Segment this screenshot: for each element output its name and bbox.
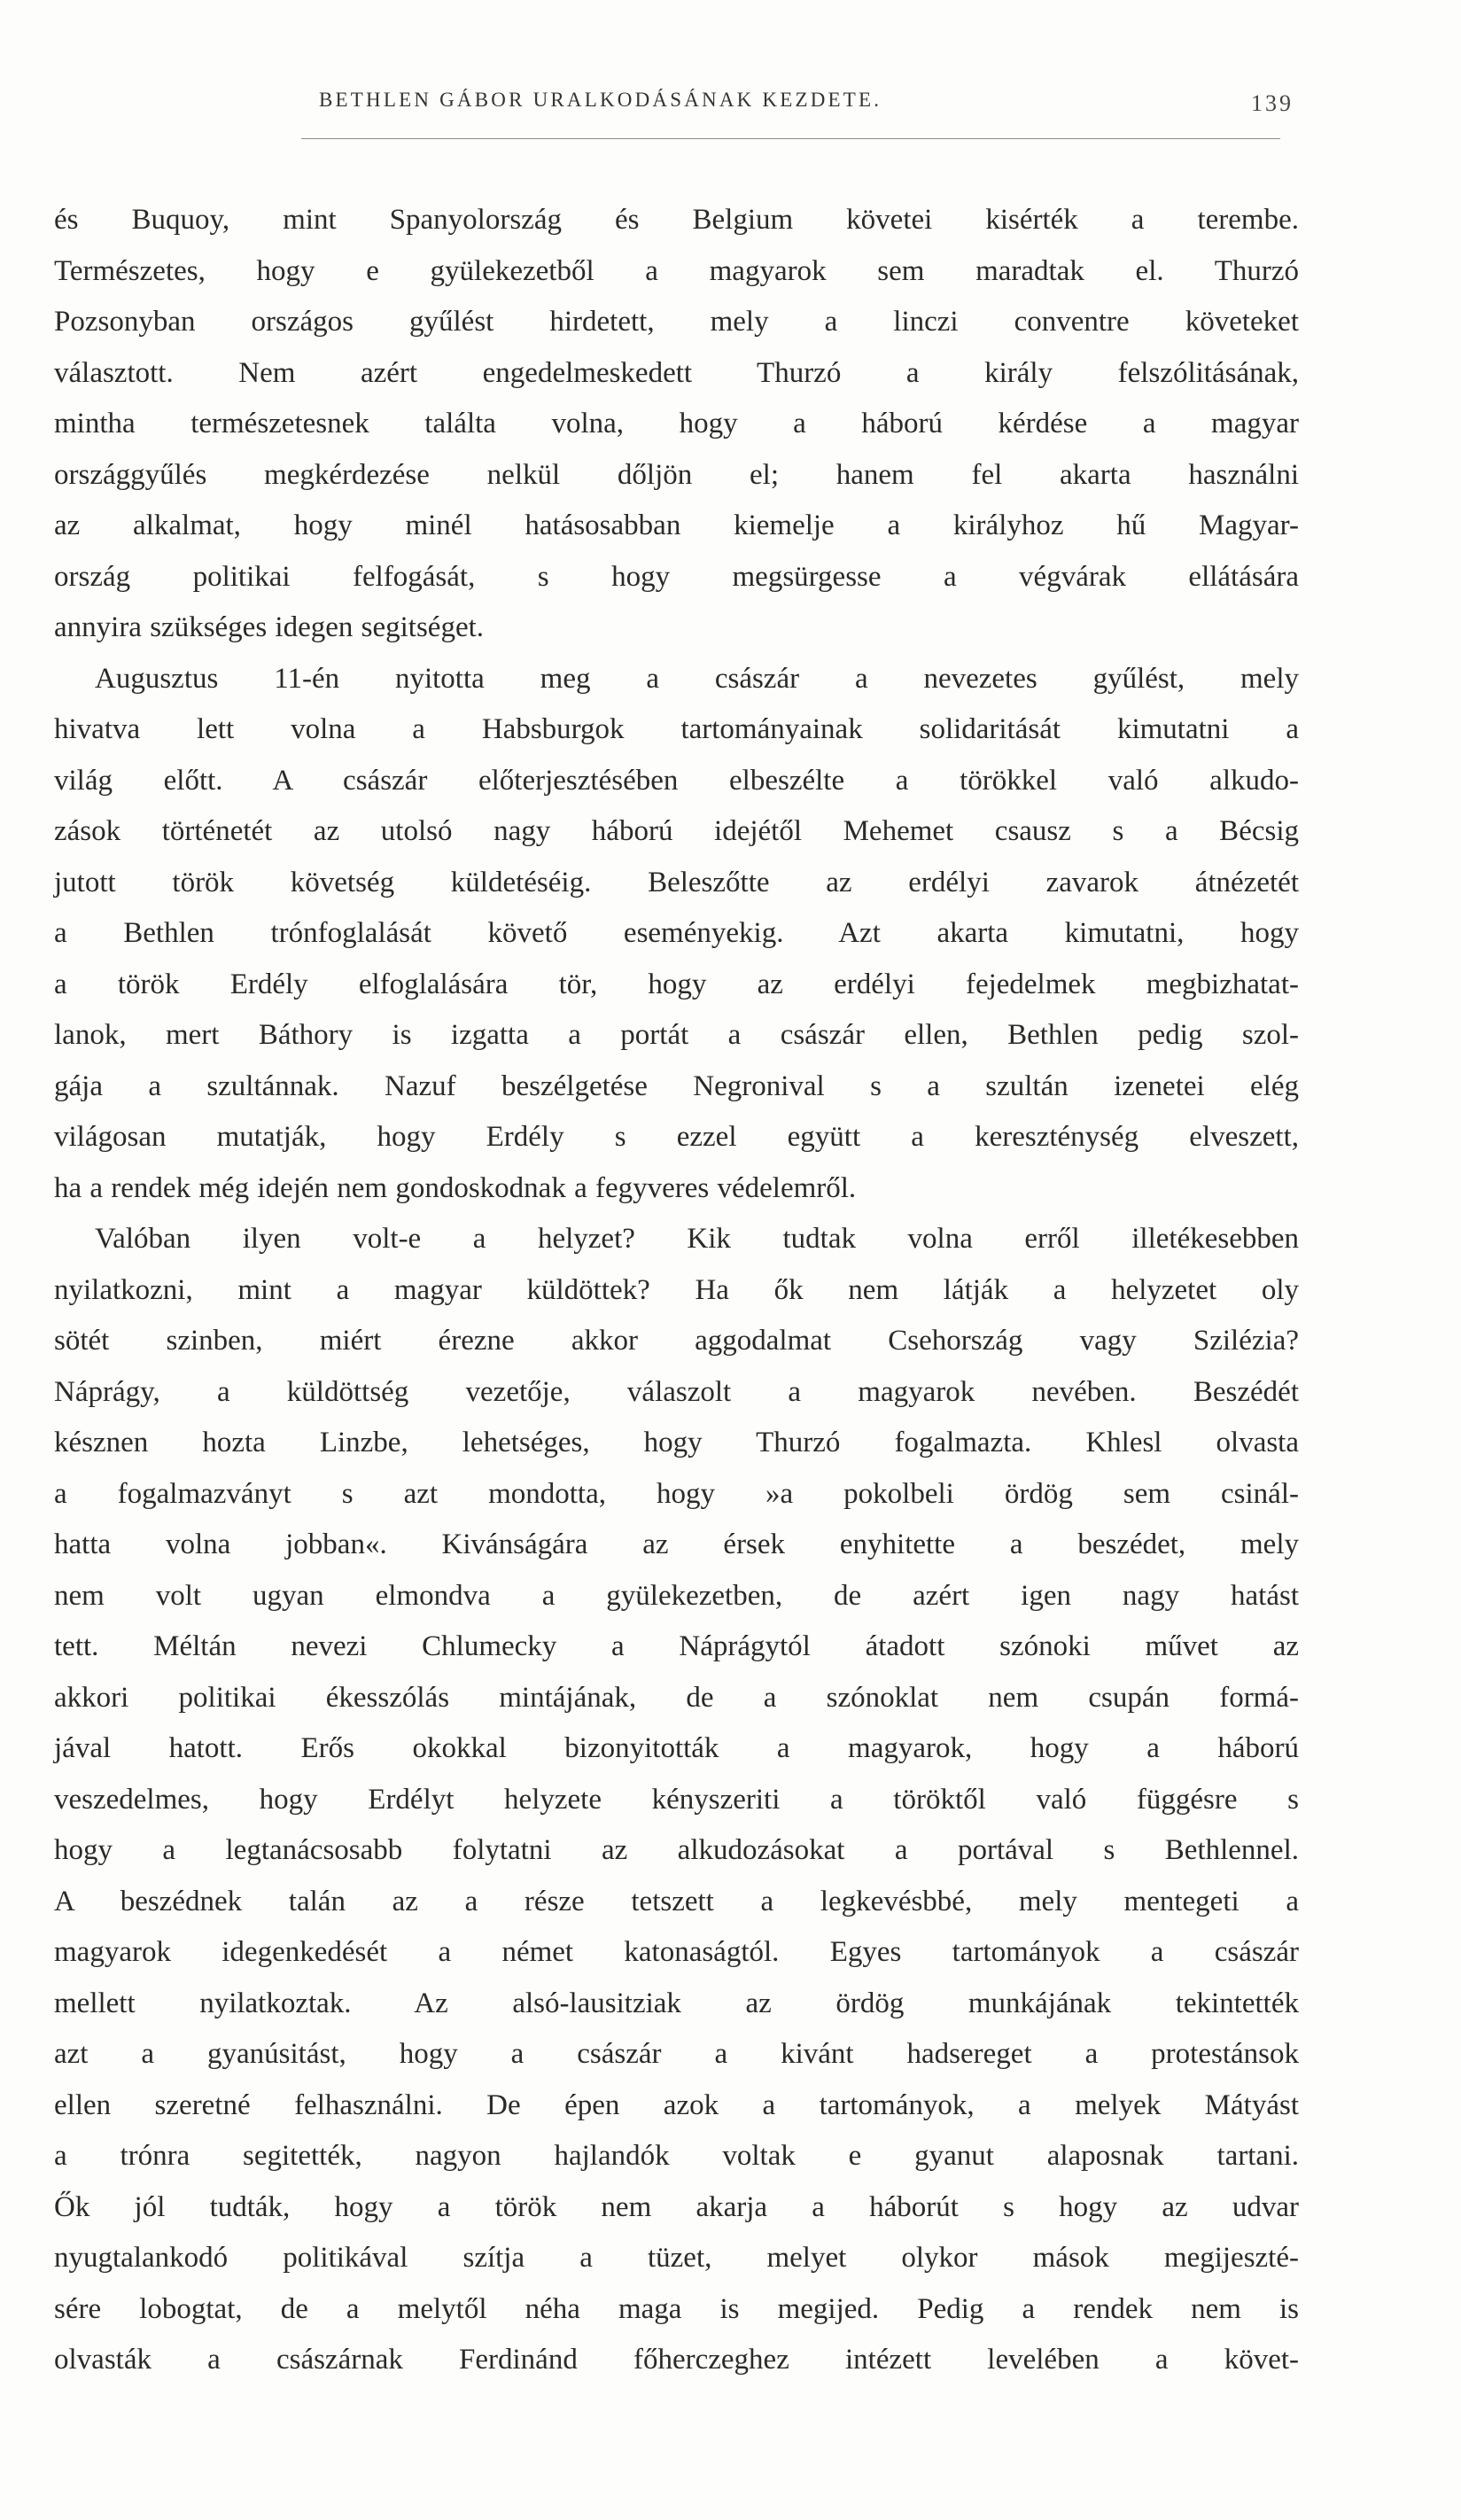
text-line: ország politikai felfogását, s hogy megsürgesse a végvárak ellátására bbox=[54, 560, 1299, 593]
text-line: A beszédnek talán az a része tetszett a legkevésbbé, mely mentegeti a bbox=[54, 1885, 1299, 1917]
text-line: magyarok idegenkedését a német katonaságtól. Egyes tartományok a császár bbox=[54, 1936, 1299, 1968]
text-line: Náprágy, a küldöttség vezetője, válaszolt a magyarok nevében. Beszédét bbox=[54, 1375, 1299, 1408]
text-line: ha a rendek még idején nem gondoskodnak a fegyveres védelemről. bbox=[54, 1171, 857, 1204]
text-line: késznen hozta Linzbe, lehetséges, hogy Thurzó fogalmazta. Khlesl olvasta bbox=[54, 1427, 1299, 1458]
text-line: azt a gyanúsitást, hogy a császár a kivánt hadsereget a protestánsok bbox=[54, 2038, 1299, 2070]
body-text bbox=[54, 195, 1299, 2386]
text-line: választott. Nem azért engedelmeskedett Thurzó a király felszólitásának, bbox=[54, 356, 1299, 389]
text-line: olvasták a császárnak Ferdinánd főherczeghez intézett levelében a követ- bbox=[54, 2344, 1299, 2376]
text-line: és Buquoy, mint Spanyolország és Belgium követei kisérték a terembe. bbox=[54, 204, 1299, 236]
text-line: nem volt ugyan elmondva a gyülekezetben, de azért igen nagy hatást bbox=[54, 1579, 1299, 1612]
text-line: akkori politikai ékesszólás mintájának, de a szónoklat nem csupán formá- bbox=[54, 1681, 1299, 1714]
text-line: ellen szeretné felhasználni. De épen azok a tartományok, a melyek Mátyást bbox=[54, 2088, 1299, 2121]
text-line: Ők jól tudták, hogy a török nem akarja a háborút s hogy az udvar bbox=[54, 2190, 1299, 2223]
text-line: veszedelmes, hogy Erdélyt helyzete kényszeriti a töröktől való függésre s bbox=[54, 1783, 1299, 1816]
text-line: Természetes, hogy e gyülekezetből a magyarok sem maradtak el. Thurzó bbox=[54, 254, 1299, 287]
text-line: nyilatkozni, mint a magyar küldöttek? Ha ők nem látják a helyzetet oly bbox=[54, 1273, 1299, 1306]
text-line: a fogalmazványt s azt mondotta, hogy »a pokolbeli ördög sem csinál- bbox=[54, 1477, 1299, 1510]
text-line: hogy a legtanácsosabb folytatni az alkudozásokat a portával s Bethlennel. bbox=[54, 1834, 1299, 1866]
running-title: BETHLEN GÁBOR URALKODÁSÁNAK KEZDETE. bbox=[319, 89, 882, 111]
text-line: tett. Méltán nevezi Chlumecky a Náprágytól átadott szónoki művet az bbox=[54, 1630, 1299, 1662]
text-line: Pozsonyban országos gyűlést hirdetett, mely a linczi conventre követeket bbox=[54, 306, 1299, 338]
text-line: a Bethlen trónfoglalását követő eseményekig. Azt akarta kimutatni, hogy bbox=[54, 917, 1299, 949]
text-line: jával hatott. Erős okokkal bizonyitották a magyarok, hogy a háború bbox=[54, 1732, 1299, 1764]
text-line: hivatva lett volna a Habsburgok tartományainak solidaritását kimutatni a bbox=[54, 713, 1299, 745]
text-line: nyugtalankodó politikával szítja a tüzet, melyet olykor mások megijeszté- bbox=[54, 2242, 1299, 2274]
text-line: az alkalmat, hogy minél hatásosabban kiemelje a királyhoz hű Magyar- bbox=[54, 509, 1299, 541]
text-line: világosan mutatják, hogy Erdély s ezzel együtt a kereszténység elveszett, bbox=[54, 1121, 1299, 1153]
text-line: világ előtt. A császár előterjesztésében elbeszélte a törökkel való alkudo- bbox=[54, 764, 1299, 797]
text-line: gája a szultánnak. Nazuf beszélgetése Negronival s a szultán izenetei elég bbox=[54, 1069, 1299, 1102]
text-line: zások történetét az utolsó nagy háború idejétől Mehemet csausz s a Bécsig bbox=[54, 815, 1299, 847]
text-line: mintha természetesnek találta volna, hogy a háború kérdése a magyar bbox=[54, 408, 1299, 439]
text-line: sére lobogtat, de a melytől néha maga is megijed. Pedig a rendek nem is bbox=[54, 2292, 1299, 2325]
text-line: jutott török követség küldetéséig. Beleszőtte az erdélyi zavarok átnézetét bbox=[54, 866, 1299, 898]
running-header bbox=[319, 89, 1294, 131]
page-number: 139 bbox=[1251, 90, 1294, 116]
text-line: Valóban ilyen volt-e a helyzet? Kik tudtak volna erről illetékesebben bbox=[95, 1223, 1299, 1255]
text-line: a török Erdély elfoglalására tör, hogy az erdélyi fejedelmek megbizhatat- bbox=[54, 968, 1299, 1000]
text-line: mellett nyilatkoztak. Az alsó-lausitziak az ördög munkájának tekintették bbox=[54, 1987, 1299, 2019]
text-line: lanok, mert Báthory is izgatta a portát a császár ellen, Bethlen pedig szol- bbox=[54, 1019, 1299, 1051]
header-rule bbox=[301, 138, 1280, 139]
text-line: a trónra segitették, nagyon hajlandók voltak e gyanut alaposnak tartani. bbox=[54, 2140, 1299, 2172]
text-line: sötét szinben, miért érezne akkor aggodalmat Csehország vagy Szilézia? bbox=[54, 1325, 1299, 1357]
text-line: Augusztus 11-én nyitotta meg a császár a nevezetes gyűlést, mely bbox=[95, 662, 1299, 695]
text-line: hatta volna jobban«. Kivánságára az érsek enyhitette a beszédet, mely bbox=[54, 1528, 1299, 1560]
text-line: annyira szükséges idegen segitséget. bbox=[54, 611, 485, 643]
text-line: országgyűlés megkérdezése nelkül dőljön el; hanem fel akarta használni bbox=[54, 458, 1299, 491]
